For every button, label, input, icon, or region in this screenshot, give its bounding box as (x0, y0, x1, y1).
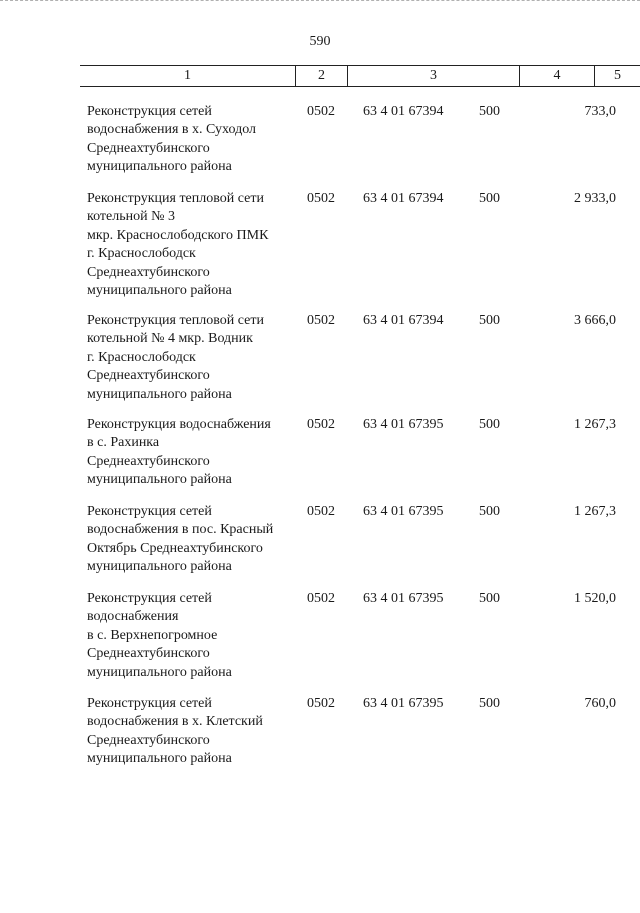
row-name: Реконструкция водоснабжения в с. Рахинка Среднеахтубинского муниципального района (87, 417, 271, 488)
row-target-code: 63 4 01 67394 (363, 191, 444, 206)
header-col-5: 5 (614, 68, 621, 83)
row-name: Реконструкция сетей водоснабжения в х. Клетский Среднеахтубинского муниципального района (87, 696, 263, 767)
row-target-code: 63 4 01 67395 (363, 417, 444, 432)
row-name: Реконструкция сетей водоснабжения в пос. Красный Октябрь Среднеахтубинского муниципального района (87, 504, 274, 575)
row-section-code: 0502 (307, 191, 335, 206)
row-amount: 1 520,0 (574, 591, 616, 606)
table-header (80, 65, 640, 87)
row-section-code: 0502 (307, 591, 335, 606)
row-target-code: 63 4 01 67394 (363, 104, 444, 119)
header-col-3: 3 (348, 66, 520, 86)
row-target-code: 63 4 01 67395 (363, 696, 444, 711)
row-target-code: 63 4 01 67394 (363, 313, 444, 328)
row-section-code: 0502 (307, 417, 335, 432)
row-expense-type: 500 (479, 696, 500, 711)
row-expense-type: 500 (479, 504, 500, 519)
row-amount: 3 666,0 (574, 313, 616, 328)
header-col-2: 2 (296, 66, 348, 86)
row-name: Реконструкция тепловой сети котельной № 3 мкр. Краснослободского ПМК г. Краснослободск Среднеахтубинского муниципального района (87, 191, 269, 299)
row-amount: 1 267,3 (574, 417, 616, 432)
row-section-code: 0502 (307, 504, 335, 519)
page-number: 590 (309, 34, 331, 49)
row-expense-type: 500 (479, 104, 500, 119)
row-section-code: 0502 (307, 696, 335, 711)
row-amount: 760,0 (584, 696, 616, 711)
row-name: Реконструкция тепловой сети котельной № 4 мкр. Водник г. Краснослободск Среднеахтубинского муниципального района (87, 313, 264, 402)
header-col-1: 1 (80, 66, 296, 86)
row-expense-type: 500 (479, 591, 500, 606)
row-section-code: 0502 (307, 104, 335, 119)
row-name: Реконструкция сетей водоснабжения в х. Суходол Среднеахтубинского муниципального района (87, 104, 256, 175)
row-section-code: 0502 (307, 313, 335, 328)
header-col-4: 4 (520, 66, 595, 86)
page-top-edge (0, 0, 640, 3)
row-expense-type: 500 (479, 191, 500, 206)
row-expense-type: 500 (479, 417, 500, 432)
row-amount: 2 933,0 (574, 191, 616, 206)
row-amount: 733,0 (584, 104, 616, 119)
row-name: Реконструкция сетей водоснабжения в с. Верхнепогромное Среднеахтубинского муниципального района (87, 591, 232, 680)
row-target-code: 63 4 01 67395 (363, 504, 444, 519)
row-amount: 1 267,3 (574, 504, 616, 519)
row-target-code: 63 4 01 67395 (363, 591, 444, 606)
row-expense-type: 500 (479, 313, 500, 328)
